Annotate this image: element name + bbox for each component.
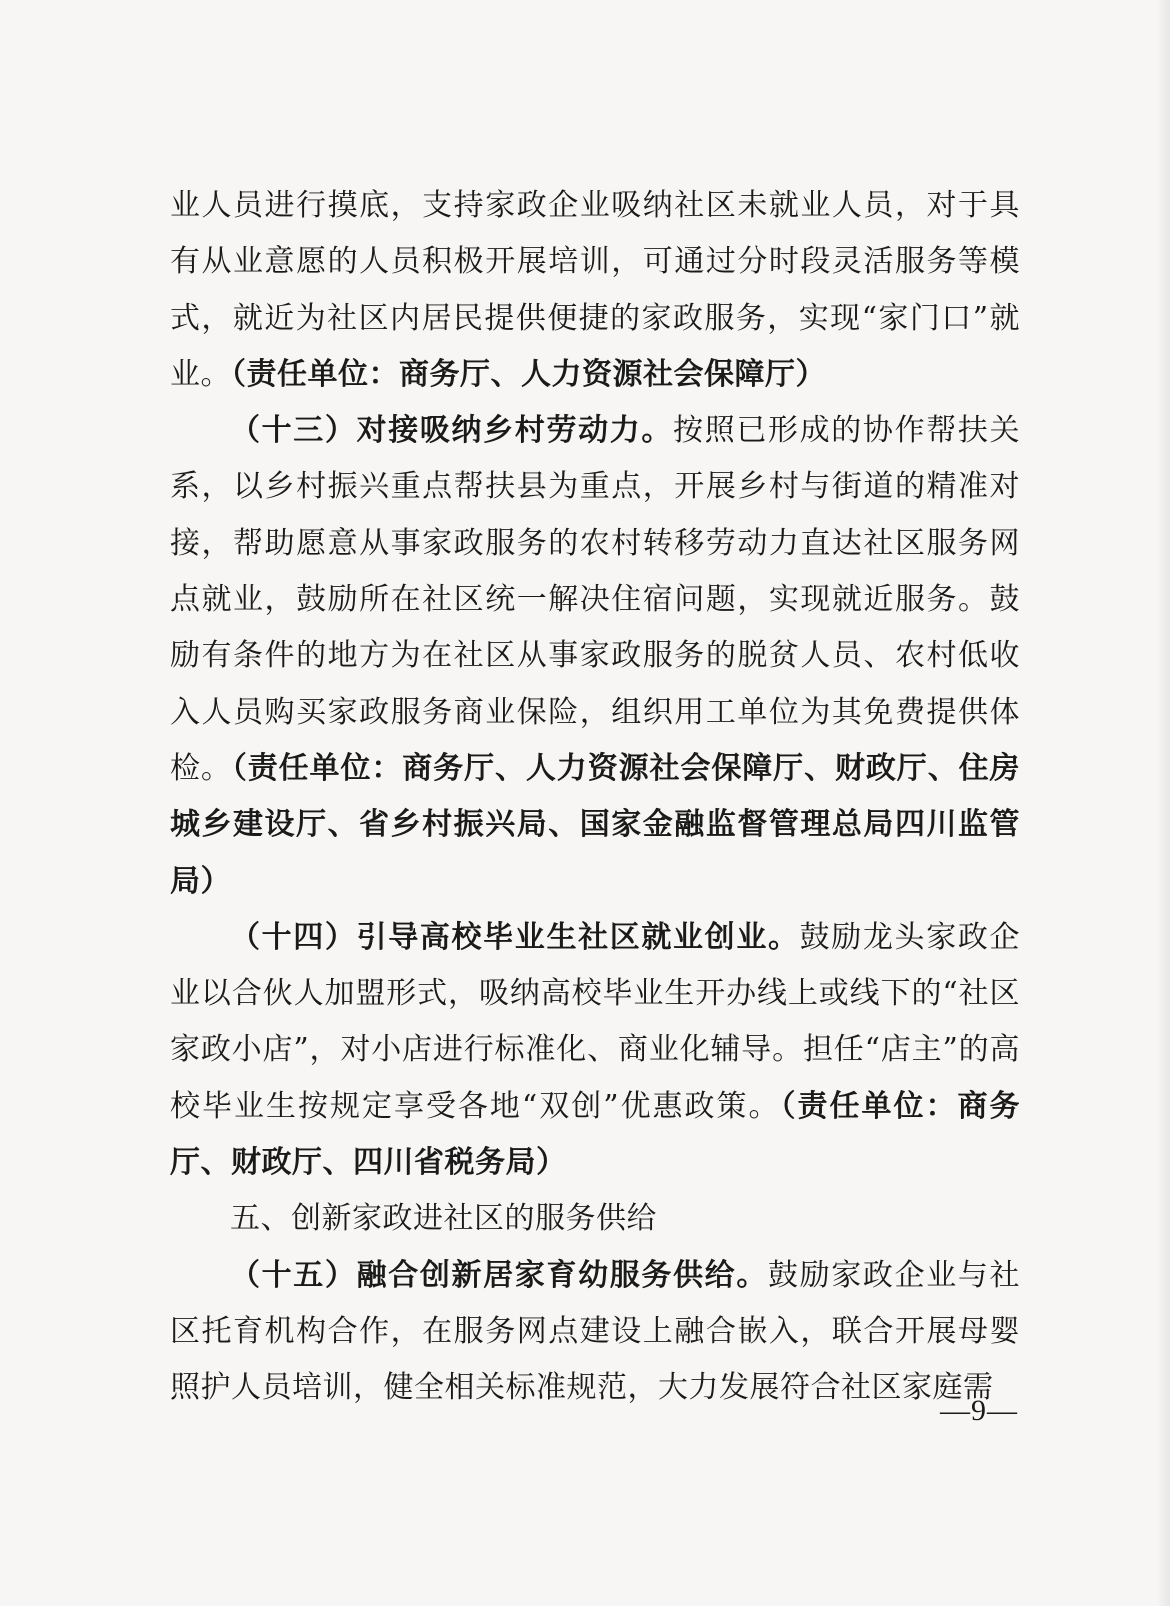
page-number: —9— — [940, 1394, 1018, 1427]
paragraph-text: 鼓励家政企业与社区托育机构合作，在服务网点建设上融合嵌入，联合开展母婴照护人员培训，健全相关标准规范，大力发展符合社区家庭需 — [170, 1257, 1021, 1406]
paragraph-item-15 — [170, 1248, 1020, 1417]
paragraph-item-13 — [170, 403, 1020, 910]
section-heading: 五、创新家政进社区的服务供给 — [230, 1201, 657, 1237]
paragraph-text: 鼓励龙头家政企业以合伙人加盟形式，吸纳高校毕业生开办线上或线下的“社区家政小店”，对小店进行标准化、商业化辅导。担任“店主”的高校毕业生按规定享受各地“双创”优惠政策。 — [170, 919, 1020, 1124]
responsibility-units: （责任单位：商务厅、财政厅、四川省税务局） — [170, 1088, 1020, 1181]
responsibility-units: （责任单位：商务厅、人力资源社会保障厅、财政厅、住房城乡建设厅、省乡村振兴局、国家金融监督管理总局四川监管局） — [170, 750, 1021, 899]
paragraph-text: 按照已形成的协作帮扶关系，以乡村振兴重点帮扶县为重点，开展乡村与街道的精准对接，帮助愿意从事家政服务的农村转移劳动力直达社区服务网点就业，鼓励所在社区统一解决住宿问题，实现就近服务。鼓励有条件的地方为在社区从事家政服务的脱贫人员、农村低收入人员购买家政服务商业保险，组织用工单位为其免费提供体检。 — [170, 413, 1021, 786]
item-heading: （十四）引导高校毕业生社区就业创业。 — [230, 919, 800, 955]
responsibility-units: （责任单位：商务厅、人力资源社会保障厅） — [231, 356, 826, 392]
item-heading: （十五）融合创新居家育幼服务供给。 — [230, 1257, 768, 1293]
document-body — [170, 178, 1020, 1417]
page-edge-shadow — [1156, 0, 1170, 1606]
paragraph-text: 业人员进行摸底，支持家政企业吸纳社区未就业人员，对于具有从业意愿的人员积极开展培训，可通过分时段灵活服务等模式，就近为社区内居民提供便捷的家政服务，实现“家门口”就业。 — [170, 188, 1020, 392]
item-heading: （十三）对接吸纳乡村劳动力。 — [230, 413, 674, 449]
paragraph-continued — [170, 178, 1020, 403]
paragraph-item-14 — [170, 910, 1020, 1191]
